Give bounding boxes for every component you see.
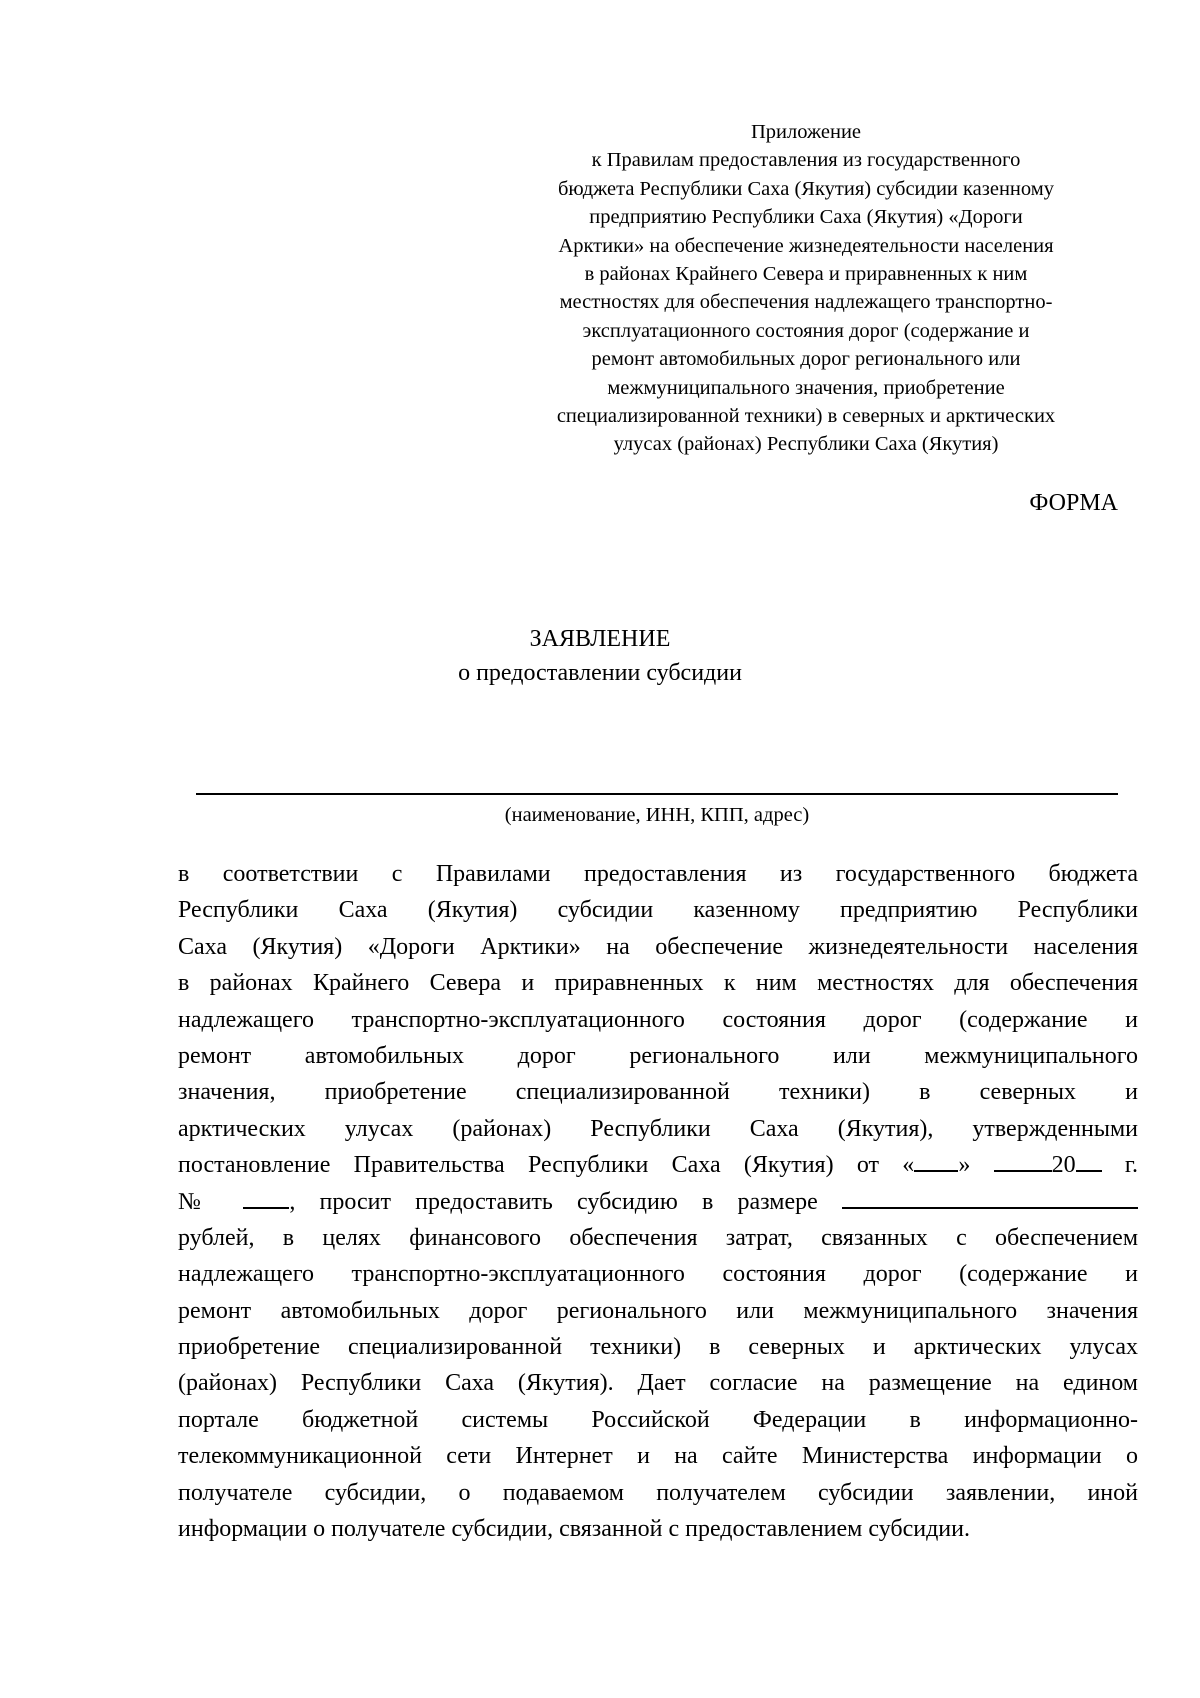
- date-line-prefix: постановление Правительства Республики Саха (Якутия) от «: [178, 1152, 915, 1179]
- applicant-blank-line[interactable]: [196, 793, 1118, 795]
- subsidy-amount-blank[interactable]: [842, 1185, 1138, 1209]
- body-line: получателе субсидии, о подаваемом получателем субсидии заявлении, иной: [178, 1479, 1138, 1506]
- request-text: , просит предоставить субсидию в размере: [289, 1188, 818, 1215]
- appendix-line: специализированной техники) в северных и арктических: [556, 405, 1056, 428]
- date-quote-close: »: [958, 1152, 971, 1179]
- resolution-number-blank[interactable]: [243, 1185, 289, 1209]
- body-line: в районах Крайнего Севера и приравненных к ним местностях для обеспечения: [178, 970, 1138, 997]
- appendix-line: в районах Крайнего Севера и приравненных к ним: [584, 263, 1028, 286]
- body-line: (районах) Республики Саха (Якутия). Дает согласие на размещение на едином: [178, 1370, 1138, 1397]
- body-line: информации о получателе субсидии, связанной с предоставлением субсидии.: [178, 1516, 970, 1543]
- body-line: портале бюджетной системы Российской Федерации в информационно-: [178, 1406, 1138, 1433]
- document-title: ЗАЯВЛЕНИЕ: [529, 626, 671, 652]
- appendix-line: местностях для обеспечения надлежащего транспортно-: [559, 291, 1053, 314]
- body-line: надлежащего транспортно-эксплуатационного состояния дорог (содержание и: [178, 1261, 1138, 1288]
- appendix-line: Приложение: [750, 121, 862, 143]
- day-blank[interactable]: [914, 1148, 958, 1172]
- number-line: [178, 1184, 1138, 1220]
- appendix-line: эксплуатационного состояния дорог (содержание и: [582, 319, 1030, 342]
- body-line: ремонт автомобильных дорог регионального или межмуниципального значения: [178, 1297, 1138, 1324]
- appendix-header: [506, 118, 1106, 459]
- body-line: ремонт автомобильных дорог регионального или межмуниципального: [178, 1042, 1138, 1069]
- date-line: [178, 1147, 1138, 1183]
- number-sign: №: [178, 1188, 220, 1215]
- body-line: в соответствии с Правилами предоставления из государственного бюджета: [178, 861, 1138, 887]
- year-prefix: 20: [1051, 1152, 1076, 1179]
- appendix-line: бюджета Республики Саха (Якутия) субсидии казенному: [557, 177, 1054, 200]
- body-line: приобретение специализированной техники) в северных и арктических улусах: [178, 1334, 1138, 1361]
- applicant-field-caption: (наименование, ИНН, КПП, адрес): [504, 804, 810, 826]
- body-line: телекоммуникационной сети Интернет и на сайте Министерства информации о: [178, 1443, 1138, 1470]
- appendix-line: предприятию Республики Саха (Якутия) «Дороги: [589, 206, 1023, 229]
- year-suffix: г.: [1124, 1152, 1139, 1179]
- body-line: Республики Саха (Якутия) субсидии казенному предприятию Республики: [178, 897, 1138, 924]
- appendix-line: улусах (районах) Республики Саха (Якутия): [613, 433, 999, 456]
- appendix-line: к Правилам предоставления из государственного: [591, 149, 1021, 172]
- appendix-line: межмуниципального значения, приобретение: [607, 376, 1005, 399]
- month-blank[interactable]: [994, 1148, 1052, 1172]
- form-label: ФОРМА: [1029, 490, 1118, 516]
- appendix-line: Арктики» на обеспечение жизнедеятельности населения: [558, 234, 1054, 257]
- document-subtitle: о предоставлении субсидии: [458, 660, 742, 686]
- body-line: надлежащего транспортно-эксплуатационного состояния дорог (содержание и: [178, 1006, 1138, 1033]
- year-blank[interactable]: [1076, 1148, 1102, 1172]
- body-line: значения, приобретение специализированной техники) в северных и: [178, 1079, 1138, 1106]
- body-line: рублей, в целях финансового обеспечения затрат, связанных с обеспечением: [178, 1224, 1138, 1251]
- body-line: арктических улусах (районах) Республики Саха (Якутия), утвержденными: [178, 1115, 1138, 1142]
- application-body: [178, 856, 1138, 1547]
- body-line: Саха (Якутия) «Дороги Арктики» на обеспечение жизнедеятельности населения: [178, 933, 1138, 960]
- appendix-line: ремонт автомобильных дорог регионального или: [591, 348, 1021, 371]
